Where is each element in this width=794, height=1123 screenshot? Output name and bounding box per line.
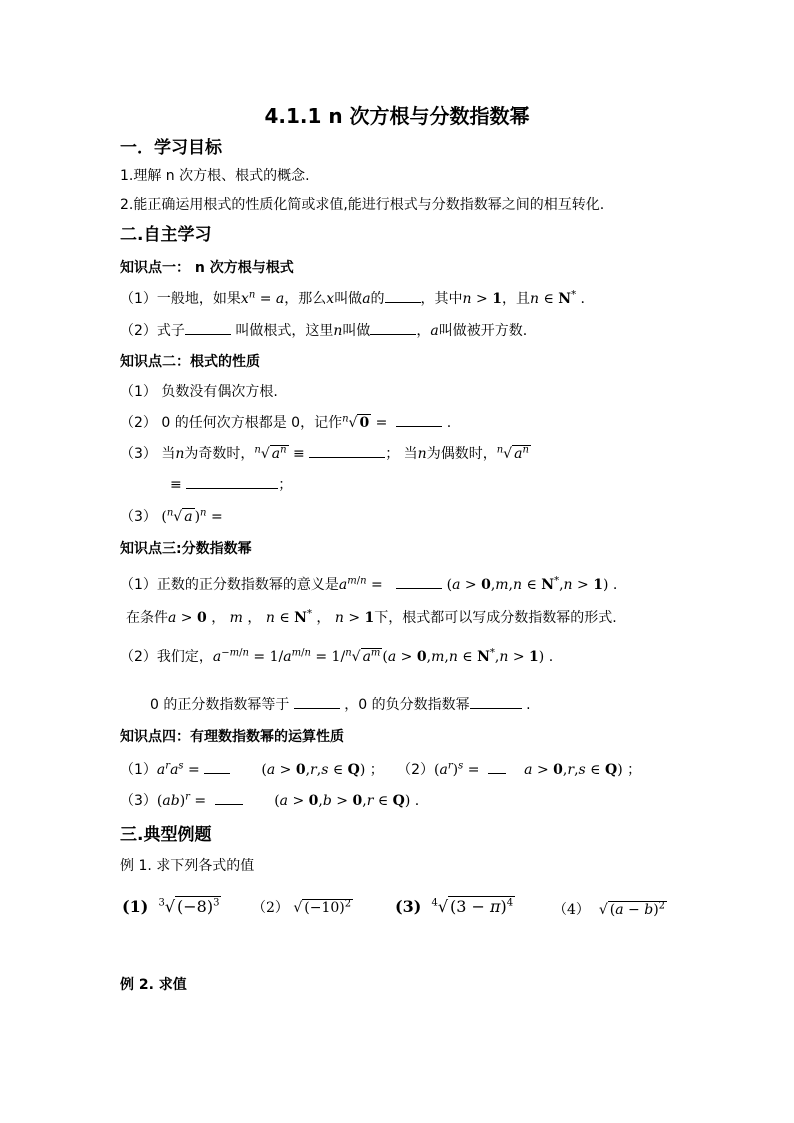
kp2-line3: （3） 当n为奇数时，$^n$√ $a^n$ ≡ ； 当n为偶数时，$^n$√ $a^n$ xyxy=(120,444,529,462)
kp3-line4: 0 的正分数指数幂等于 ，0 的负分数指数幂 . xyxy=(150,694,531,714)
section-heading-self-study: 二.自主学习 xyxy=(120,225,212,245)
kp4-heading: 知识点四：有理数指数幂的运算性质 xyxy=(120,729,344,745)
kp2-line1: （1） 负数没有偶次方根. xyxy=(120,384,278,400)
kp3-line2: 在条件a > 0 ， m ， n ∈ N* ， n > 1下，根式都可以写成分数指数幂的形式. xyxy=(126,608,617,626)
kp3-line1: （1）正数的正分数指数幂的意义是$a^{m/n}$ = (a > 0,m,n ∈ N*,n > 1) . xyxy=(120,575,618,593)
example-1-item-2: （2） √ $(-10)^2$ xyxy=(252,898,352,916)
kp3-line3: （2）我们定，$a^{-m/n} = 1/a^{m/n} = 1/^n√$ $a^m$ (a > 0,m,n ∈ N*,n > 1) . xyxy=(120,647,554,665)
kp1-line1: （1）一般地，如果$x^n = a$，那么x叫做a的 ，其中n > 1，且n ∈ N* . xyxy=(120,289,585,307)
kp4-line1: $(1)a^ra^s$ = (a > 0,r,s ∈ Q) ； $(2)(a^r)^s$ = a > 0,r,s ∈ Q) ； xyxy=(120,760,642,778)
page-title: 4.1.1 n 次方根与分数指数幂 xyxy=(264,104,530,128)
example-2-title: 例 2. 求值 xyxy=(120,977,187,993)
kp3-heading: 知识点三:分数指数幂 xyxy=(120,541,252,557)
kp2-line5: （3） ($^n$√ a )$^n$ = xyxy=(120,507,223,525)
kp2-heading: 知识点二：根式的性质 xyxy=(120,354,260,370)
example-1-item-3: (3) $^4$√ $(3 - \pi)^4$ xyxy=(395,897,514,916)
kp2-line2: （2） 0 的任何次方根都是 0，记作$^n$√ 0 = . xyxy=(120,413,452,431)
example-1-item-1: (1) $^3$√ $(-8)^3$ xyxy=(122,897,220,916)
example-1-title: 例 1. 求下列各式的值 xyxy=(120,858,255,874)
goal-2: 2.能正确运用根式的性质化简或求值,能进行根式与分数指数幂之间的相互转化. xyxy=(120,197,605,213)
example-1-item-4: （4） √ $(a - b)^2$ xyxy=(553,900,666,918)
section-heading-examples: 三.典型例题 xyxy=(120,825,212,845)
section-heading-goals: 一．学习目标 xyxy=(120,138,222,158)
kp4-line2: （3）(ab)$^r$ = (a > 0,b > 0,r ∈ Q) . xyxy=(120,791,420,809)
goal-1: 1.理解 n 次方根、根式的概念. xyxy=(120,168,310,184)
kp1-line2: （2）式子 叫做根式，这里n叫做 ，a叫做被开方数. xyxy=(120,320,527,340)
kp1-heading: 知识点一： n 次方根与根式 xyxy=(120,260,294,276)
kp2-line4: ≡ ； xyxy=(170,474,292,494)
